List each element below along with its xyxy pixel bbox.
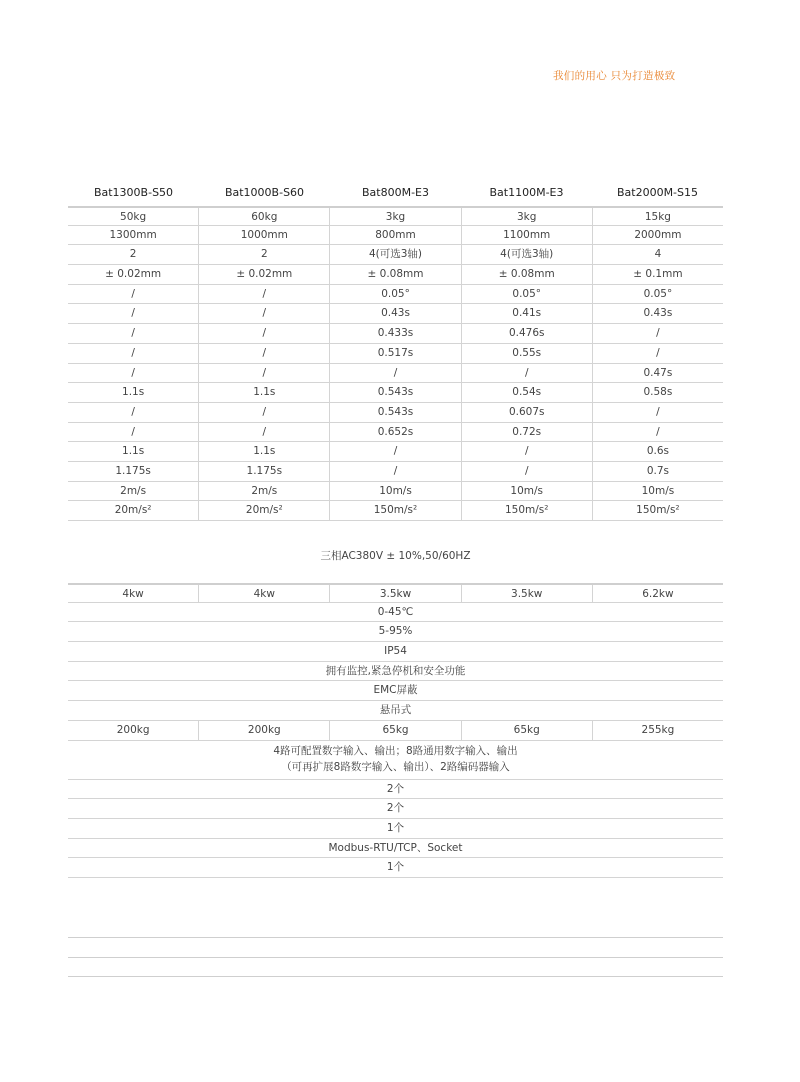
model-header: Bat1100M-E3 bbox=[489, 186, 564, 199]
table-cell: / bbox=[656, 346, 660, 359]
table-cell: / bbox=[68, 423, 199, 442]
io-cell bbox=[68, 741, 723, 779]
table-cell: 20m/s² bbox=[68, 501, 199, 520]
table-row bbox=[68, 482, 723, 502]
table-row bbox=[68, 701, 723, 721]
table-row bbox=[68, 622, 723, 642]
table-row bbox=[68, 344, 723, 364]
table-cell: 4kw bbox=[68, 585, 199, 602]
table-cell: 1300mm bbox=[68, 226, 199, 245]
interface-cell: 1个 bbox=[386, 861, 405, 874]
interface-cell: 2个 bbox=[386, 802, 405, 815]
table-cell: / bbox=[462, 442, 593, 461]
table-cell: / bbox=[68, 285, 199, 304]
table-cell: 3kg bbox=[330, 208, 461, 225]
model-header-row bbox=[68, 183, 723, 203]
table-row bbox=[68, 226, 723, 246]
table-cell: 0.41s bbox=[462, 304, 593, 323]
divider-line bbox=[68, 957, 723, 958]
table-cell: 0.72s bbox=[462, 423, 593, 442]
model-header: Bat1300B-S50 bbox=[93, 186, 174, 199]
table-cell: 3kg bbox=[462, 208, 593, 225]
table-cell: 150m/s² bbox=[330, 501, 461, 520]
table-cell: 0.43s bbox=[643, 307, 673, 320]
interface-cell: 2个 bbox=[386, 782, 405, 795]
emc-cell: EMC屏蔽 bbox=[373, 684, 418, 697]
table-cell: 15kg bbox=[644, 211, 671, 223]
table-cell: 0.43s bbox=[330, 304, 461, 323]
table-cell: 0.543s bbox=[330, 403, 461, 422]
table-cell: 2000mm bbox=[634, 228, 682, 241]
table-cell: 3.5kw bbox=[330, 585, 461, 602]
table-row bbox=[68, 819, 723, 839]
table-cell: 3.5kw bbox=[462, 585, 593, 602]
table-row bbox=[68, 780, 723, 800]
table-cell: 0.6s bbox=[646, 445, 669, 458]
table-cell: 200kg bbox=[199, 721, 330, 740]
table-row bbox=[68, 383, 723, 403]
table-cell: / bbox=[199, 304, 330, 323]
table-cell: 800mm bbox=[330, 226, 461, 245]
table-row bbox=[68, 285, 723, 305]
table-cell: / bbox=[199, 285, 330, 304]
table-cell: / bbox=[68, 364, 199, 383]
table-row bbox=[68, 265, 723, 285]
table-cell: 2 bbox=[199, 245, 330, 264]
table-cell: 4(可选3轴) bbox=[330, 245, 461, 264]
table-row bbox=[68, 681, 723, 701]
table-row bbox=[68, 423, 723, 443]
protection-cell: IP54 bbox=[384, 645, 407, 658]
table-row bbox=[68, 799, 723, 819]
table-row bbox=[68, 462, 723, 482]
table-row bbox=[68, 501, 723, 521]
table-cell: 1.1s bbox=[68, 442, 199, 461]
table-cell: 0.543s bbox=[330, 383, 461, 402]
table-cell: 4(可选3轴) bbox=[462, 245, 593, 264]
table-cell: 0.7s bbox=[646, 464, 669, 477]
table-cell: / bbox=[330, 364, 461, 383]
table-cell: / bbox=[462, 462, 593, 481]
table-cell: 1100mm bbox=[462, 226, 593, 245]
slogan: 我们的用心 只为打造极致 bbox=[553, 70, 676, 82]
table-row bbox=[68, 304, 723, 324]
table-row bbox=[68, 583, 723, 603]
table-cell: 0.517s bbox=[330, 344, 461, 363]
table-cell: 50kg bbox=[68, 208, 199, 225]
table-cell: 2m/s bbox=[68, 482, 199, 501]
table-cell: 6.2kw bbox=[642, 588, 674, 600]
table-cell: 65kg bbox=[462, 721, 593, 740]
table-row bbox=[68, 858, 723, 878]
table-cell: / bbox=[462, 364, 593, 383]
table-row bbox=[68, 245, 723, 265]
table-cell: 10m/s bbox=[330, 482, 461, 501]
temperature-cell: 0-45℃ bbox=[377, 605, 414, 618]
table-cell: 2 bbox=[68, 245, 199, 264]
table-cell: ± 0.02mm bbox=[199, 265, 330, 284]
table-cell: 0.58s bbox=[643, 386, 673, 399]
table-cell: 150m/s² bbox=[462, 501, 593, 520]
table-row bbox=[68, 206, 723, 226]
interface-cell: 1个 bbox=[386, 821, 405, 834]
model-header: Bat800M-E3 bbox=[361, 186, 429, 199]
table-cell: / bbox=[656, 425, 660, 438]
table-cell: / bbox=[199, 324, 330, 343]
humidity-cell: 5-95% bbox=[378, 625, 413, 638]
table-row bbox=[68, 839, 723, 859]
table-cell: / bbox=[656, 327, 660, 340]
table-cell: 0.652s bbox=[330, 423, 461, 442]
table-row bbox=[68, 662, 723, 682]
table-cell: 1.175s bbox=[68, 462, 199, 481]
table-cell: / bbox=[68, 344, 199, 363]
table-cell: 0.433s bbox=[330, 324, 461, 343]
model-header: Bat2000M-S15 bbox=[616, 186, 699, 199]
table-cell: 20m/s² bbox=[199, 501, 330, 520]
table-cell: 0.05° bbox=[462, 285, 593, 304]
table-cell: 1.1s bbox=[199, 442, 330, 461]
table-row bbox=[68, 403, 723, 423]
table-row bbox=[68, 721, 723, 741]
mounting-cell: 悬吊式 bbox=[379, 704, 412, 717]
table-cell: 200kg bbox=[68, 721, 199, 740]
table-cell: / bbox=[330, 462, 461, 481]
table-row bbox=[68, 603, 723, 623]
protocol-cell: Modbus-RTU/TCP、Socket bbox=[328, 841, 463, 854]
table-cell: ± 0.08mm bbox=[330, 265, 461, 284]
table-cell: 0.476s bbox=[462, 324, 593, 343]
table-cell: 150m/s² bbox=[636, 504, 680, 517]
table-cell: 10m/s bbox=[462, 482, 593, 501]
io-line-1: 4路可配置数字输入、输出；8路通用数字输入、输出 bbox=[273, 744, 518, 757]
table-cell: 0.05° bbox=[643, 287, 673, 300]
table-cell: / bbox=[68, 304, 199, 323]
table-cell: 0.05° bbox=[330, 285, 461, 304]
table-row bbox=[68, 741, 723, 780]
table-cell: / bbox=[656, 405, 660, 418]
table-cell: 4 bbox=[654, 248, 662, 261]
table-cell: / bbox=[68, 324, 199, 343]
table-row bbox=[68, 324, 723, 344]
table-cell: / bbox=[199, 364, 330, 383]
common-spec-table bbox=[68, 583, 723, 878]
table-cell: ± 0.1mm bbox=[633, 268, 683, 281]
divider-line bbox=[68, 937, 723, 938]
table-cell: 255kg bbox=[641, 723, 675, 736]
safety-cell: 拥有监控,紧急停机和安全功能 bbox=[325, 664, 466, 677]
table-cell: ± 0.08mm bbox=[462, 265, 593, 284]
table-cell: 1.175s bbox=[199, 462, 330, 481]
table-row bbox=[68, 442, 723, 462]
table-cell: / bbox=[199, 344, 330, 363]
table-cell: 4kw bbox=[199, 585, 330, 602]
table-cell: / bbox=[199, 423, 330, 442]
model-header: Bat1000B-S60 bbox=[224, 186, 305, 199]
table-cell: 1.1s bbox=[199, 383, 330, 402]
table-cell: 60kg bbox=[199, 208, 330, 225]
power-supply: 三相AC380V ± 10%,50/60HZ bbox=[320, 550, 471, 562]
table-cell: 0.607s bbox=[462, 403, 593, 422]
table-cell: / bbox=[330, 442, 461, 461]
table-cell: 0.47s bbox=[643, 366, 673, 379]
table-cell: ± 0.02mm bbox=[68, 265, 199, 284]
table-cell: 0.55s bbox=[462, 344, 593, 363]
table-cell: 2m/s bbox=[199, 482, 330, 501]
table-cell: 1000mm bbox=[199, 226, 330, 245]
io-line-2: （可再扩展8路数字输入、输出）、2路编码器输入 bbox=[281, 760, 510, 773]
table-cell: 0.54s bbox=[462, 383, 593, 402]
spec-table bbox=[68, 206, 723, 521]
table-cell: 10m/s bbox=[641, 484, 675, 497]
table-row bbox=[68, 642, 723, 662]
table-row bbox=[68, 364, 723, 384]
table-cell: / bbox=[199, 403, 330, 422]
table-cell: 65kg bbox=[330, 721, 461, 740]
table-cell: / bbox=[68, 403, 199, 422]
divider-line bbox=[68, 976, 723, 977]
table-cell: 1.1s bbox=[68, 383, 199, 402]
